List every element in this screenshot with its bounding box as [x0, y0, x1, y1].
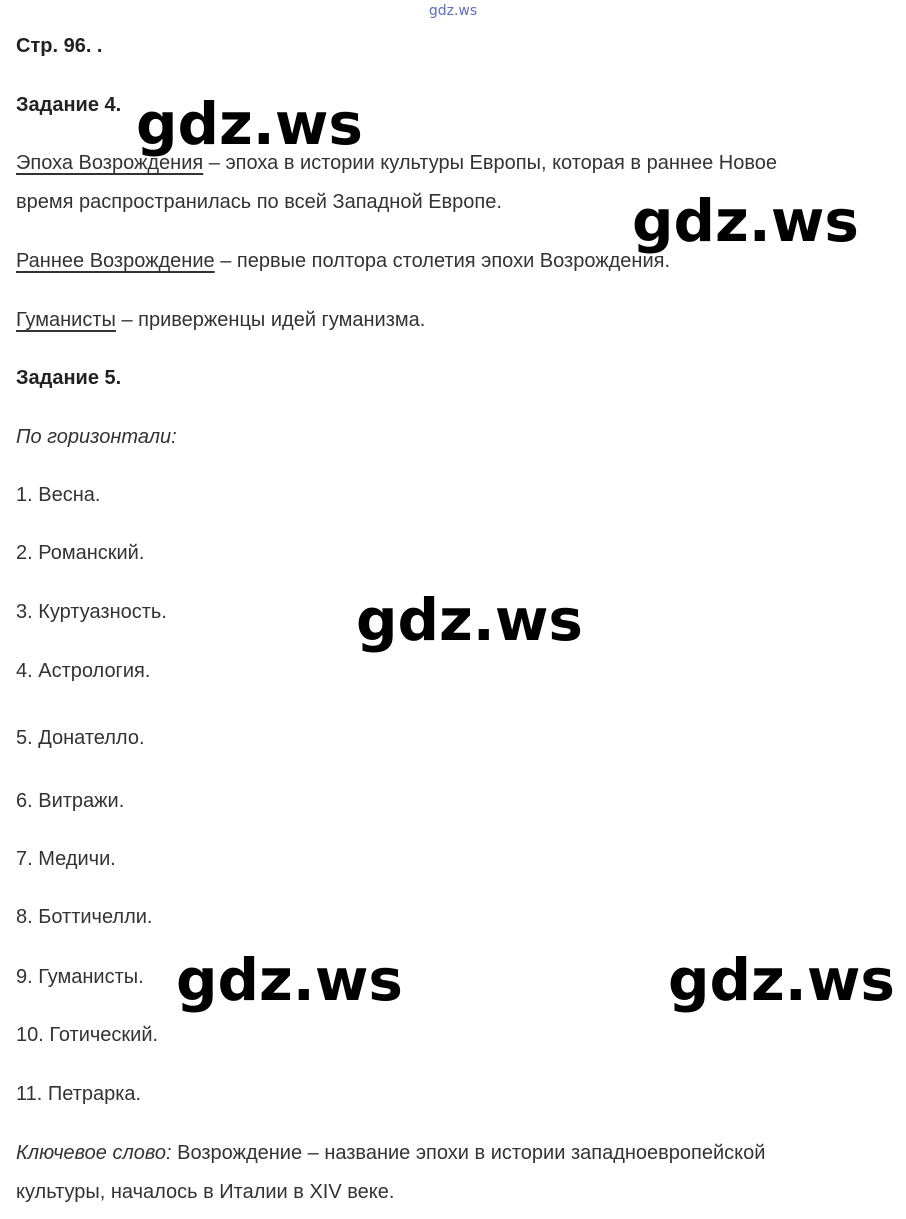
page-label: Стр. 96. . — [16, 35, 103, 57]
task5-subtitle: По горизонтали: — [16, 426, 177, 448]
task4-title: Задание 4. — [16, 94, 122, 116]
term-humanists: Гуманисты — [16, 309, 116, 331]
definition-2 — [16, 249, 670, 273]
site-header-link[interactable]: gdz.ws — [428, 3, 478, 19]
watermark: gdz.ws — [668, 946, 895, 1014]
answer-item: 3. Куртуазность. — [16, 601, 167, 623]
keyword-text: Возрождение – название эпохи в истории западноевропейской — [171, 1142, 766, 1164]
answer-item: 8. Боттичелли. — [16, 906, 153, 928]
watermark: gdz.ws — [176, 946, 403, 1014]
definition-1-text: – эпоха в истории культуры Европы, которая в раннее Новое — [203, 152, 777, 174]
answer-item: 4. Астрология. — [16, 660, 151, 682]
watermark: gdz.ws — [136, 90, 363, 158]
watermark: gdz.ws — [356, 586, 583, 654]
term-early-renaissance: Раннее Возрождение — [16, 250, 215, 272]
answer-item: 9. Гуманисты. — [16, 966, 144, 988]
term-renaissance: Эпоха Возрождения — [16, 152, 204, 174]
answer-item: 1. Весна. — [16, 484, 101, 506]
watermark: gdz.ws — [632, 187, 859, 255]
answer-item: 5. Донателло. — [16, 727, 145, 749]
answer-item: 6. Витражи. — [16, 790, 125, 812]
answer-item: 2. Романский. — [16, 542, 145, 564]
keyword-label: Ключевое слово: — [16, 1142, 172, 1164]
definition-2-text: – первые полтора столетия эпохи Возрождения. — [214, 250, 671, 272]
definition-1-line2: время распространилась по всей Западной Европе. — [16, 191, 502, 213]
answer-item: 7. Медичи. — [16, 848, 116, 870]
definition-1-line1 — [16, 151, 777, 175]
keyword-line1 — [16, 1141, 765, 1165]
task5-title: Задание 5. — [16, 367, 122, 389]
answer-item: 11. Петрарка. — [16, 1083, 142, 1105]
keyword-line2: культуры, началось в Италии в XIV веке. — [16, 1181, 395, 1203]
definition-3-text: – приверженцы идей гуманизма. — [115, 309, 426, 331]
definition-3 — [16, 308, 425, 332]
answer-item: 10. Готический. — [16, 1024, 159, 1046]
